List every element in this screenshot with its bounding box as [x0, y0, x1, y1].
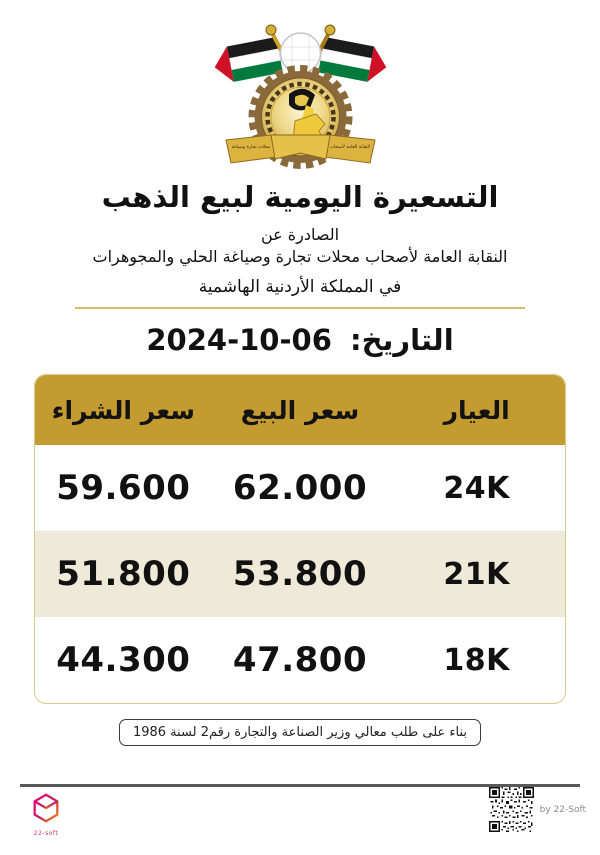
column-header-karat: العيار	[443, 395, 510, 425]
date-label: التاريخ:	[350, 323, 454, 358]
table-row-18k	[35, 617, 565, 703]
karat-value: 18K	[443, 642, 510, 678]
table-row-24k	[35, 445, 565, 531]
gold-divider	[75, 307, 525, 309]
ribbon-text-left: محلات تجارة وصياغة	[231, 145, 270, 150]
syndicate-name-line: النقابة العامة لأصحاب محلات تجارة وصياغة الحلي والمجوهرات	[92, 247, 508, 267]
syndicate-emblem-logo	[213, 20, 388, 175]
buy-price-value: 44.300	[56, 640, 191, 681]
gold-price-table	[34, 374, 566, 704]
table-header-row	[35, 375, 565, 445]
column-header-sell-price: سعر البيع	[240, 395, 360, 425]
column-header-buy-price: سعر الشراء	[51, 395, 195, 425]
ribbon-text-right: النقابة العامة لأصحاب	[329, 145, 370, 150]
credit-block	[489, 787, 586, 832]
buy-price-value: 59.600	[56, 468, 191, 509]
buy-price-value: 51.800	[56, 554, 191, 595]
ministerial-decree-note: بناء على طلب معالي وزير الصناعة والتجارة رقم2 لسنة 1986	[119, 719, 481, 746]
maker-logo	[24, 791, 68, 837]
credit-text: by 22-Soft	[539, 804, 586, 815]
table-row-21k	[35, 531, 565, 617]
qr-code	[489, 787, 534, 832]
issued-by-line: الصادرة عن	[260, 225, 340, 245]
sell-price-value: 53.800	[232, 554, 368, 595]
page-title: التسعيرة اليومية لبيع الذهب	[101, 180, 499, 214]
kingdom-line: في المملكة الأردنية الهاشمية	[198, 277, 402, 298]
date-value: 06-10-2024	[146, 323, 332, 358]
karat-value: 24K	[443, 470, 510, 506]
date-line	[0, 323, 600, 357]
maker-logo-caption: 22-soft	[33, 830, 59, 837]
karat-value: 21K	[443, 556, 510, 592]
sell-price-value: 47.800	[232, 640, 368, 681]
cube-logo-icon	[29, 791, 63, 825]
sell-price-value: 62.000	[232, 468, 368, 509]
jordan-flag-left	[213, 37, 283, 85]
